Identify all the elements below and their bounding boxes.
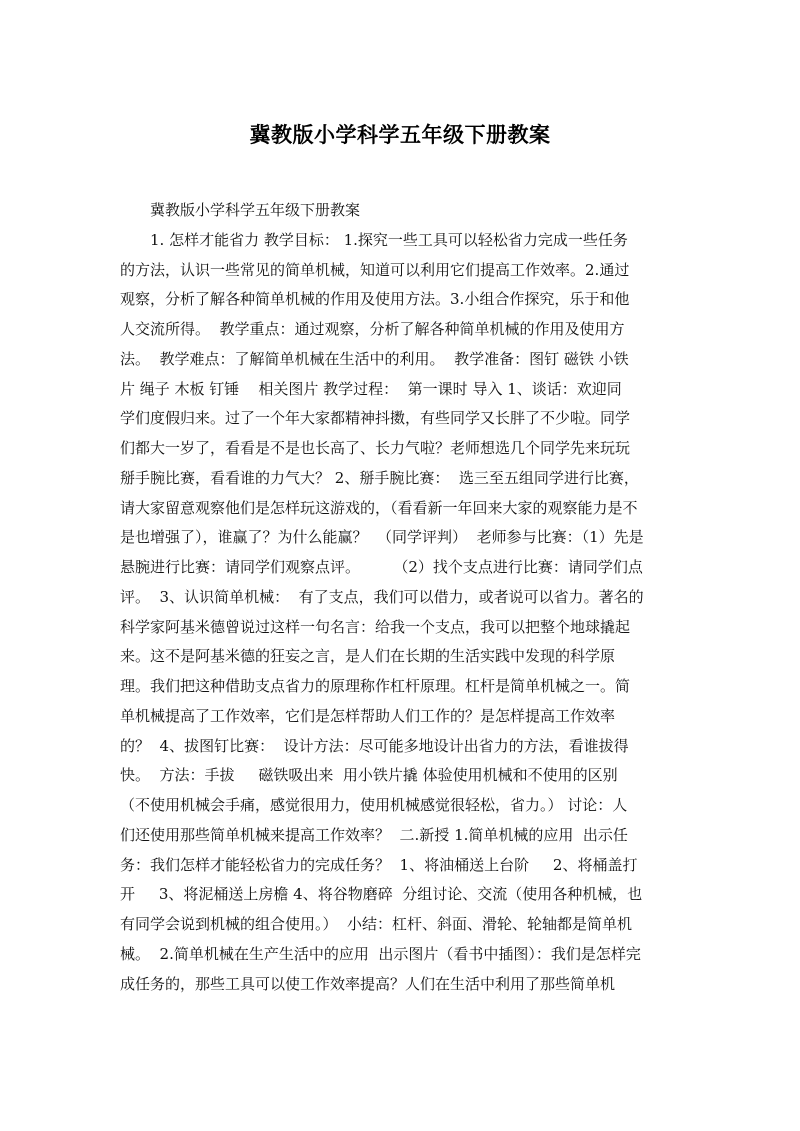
body-line: 来。这不是阿基米德的狂妄之言，是人们在长期的生活实践中发现的科学原 [120,647,616,666]
subtitle-line: 冀教版小学科学五年级下册教案 [150,201,361,219]
body-line: 开 3、将泥桶送上房檐 4、将谷物磨碎 分组讨论、交流（使用各种机械，也 [120,885,643,904]
body-line: 是也增强了），谁赢了？为什么能赢？ （同学评判） 老师参与比赛：（1）先是 [120,528,644,547]
body-line: 评。 3、认识简单机械： 有了支点，我们可以借力，或者说可以省力。著名的 [120,587,644,606]
body-line: 们还使用那些简单机械来提高工作效率？ 二.新授 1.简单机械的应用 出示任 [120,825,628,844]
body-line: 们都大一岁了，看看是不是也长高了、长力气啦？老师想选几个同学先来玩玩 [120,439,631,457]
body-line: 快。 方法：手拔 磁铁吸出来 用小铁片撬 体验使用机械和不使用的区别 [120,766,618,785]
body-line: 学们度假归来。过了一个年大家都精神抖擞，有些同学又长胖了不少啦。同学 [120,409,631,428]
body-line: 观察，分析了解各种简单机械的作用及使用方法。3.小组合作探究，乐于和他 [120,290,630,309]
body-line: 单机械提高了工作效率，它们是怎样帮助人们工作的？是怎样提高工作效率 [120,706,616,725]
body-line: 法。 教学难点：了解简单机械在生活中的利用。 教学准备：图钉 磁铁 小铁 [120,349,629,368]
body-line: 成任务的，那些工具可以使工作效率提高？人们在生活中利用了那些简单机 [120,974,616,993]
body-line: 的方法，认识一些常见的简单机械，知道可以利用它们提高工作效率。2.通过 [120,260,630,279]
body-line: 请大家留意观察他们是怎样玩这游戏的，（看看新一年回来大家的观察能力是不 [120,498,638,517]
body-line: 有同学会说到机械的组合使用。） 小结：杠杆、斜面、滑轮、轮轴都是简单机 [120,915,633,933]
body-line: 理。我们把这种借助支点省力的原理称作杠杆原理。杠杆是简单机械之一。简 [120,677,631,695]
body-line: 人交流所得。 教学重点：通过观察，分析了解各种简单机械的作用及使用方 [120,320,625,338]
body-line: 片 绳子 木板 钉锤 相关图片 教学过程： 第一课时 导入 1、谈话：欢迎同 [120,379,622,398]
body-line: 科学家阿基米德曾说过这样一句名言：给我一个支点，我可以把整个地球撬起 [120,617,631,636]
body-line: 务：我们怎样才能轻松省力的完成任务？ 1、将油桶送上台阶 2、将桶盖打 [120,855,638,874]
body-line: 1. 怎样才能省力 教学目标： 1.探究一些工具可以轻松省力完成一些任务 [150,230,628,249]
document-body [120,196,680,999]
document-title: 冀教版小学科学五年级下册教案 [249,123,551,147]
body-line: 掰手腕比赛，看看谁的力气大？ 2、掰手腕比赛： 选三至五组同学进行比赛， [120,468,639,487]
body-line: 械。 2.简单机械在生产生活中的应用 出示图片（看书中插图）：我们是怎样完 [120,944,641,963]
body-line: 的？ 4、拔图钉比赛： 设计方法：尽可能多地设计出省力的方法，看谁拔得 [120,736,629,755]
body-line: 悬腕进行比赛：请同学们观察点评。 （2）找个支点进行比赛：请同学们点 [120,558,643,576]
body-line: （不使用机械会手痛，感觉很用力，使用机械感觉很轻松，省力。） 讨论：人 [120,796,628,814]
